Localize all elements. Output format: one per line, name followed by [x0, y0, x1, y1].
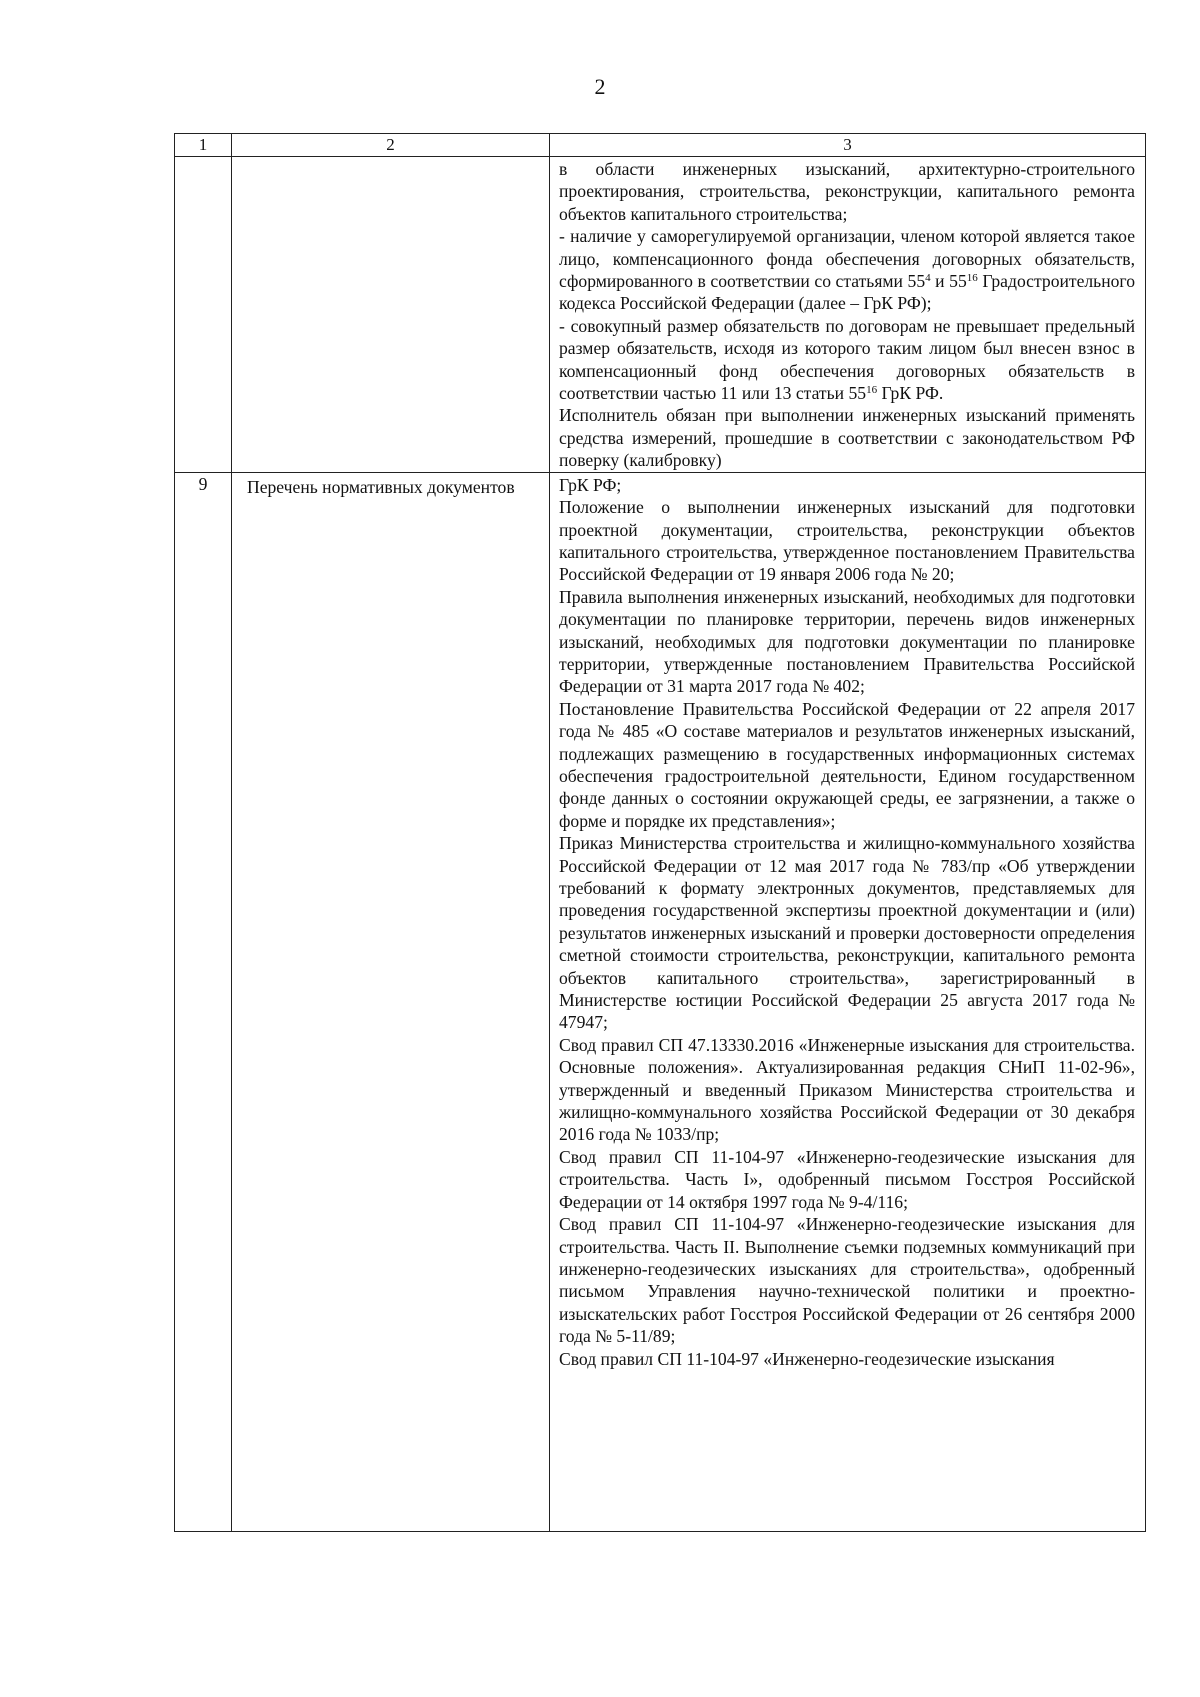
regulation-item: Свод правил СП 47.13330.2016 «Инженерные изыскания для строительства. Основные положения». Актуализированная редакция СНиП 11-02-96», утвержденный и введенный Приказом Министерства строительства и жилищно-коммунального хозяйства Российской Федерации от 30 декабря 2016 года № 1033/пр;	[559, 1034, 1135, 1145]
row-number-cell: 9	[175, 472, 232, 1531]
paragraph-text: Градостроительного кодекса Российской Федерации (далее – ГрК РФ);	[559, 271, 1135, 314]
regulation-item: Приказ Министерства строительства и жилищно-коммунального хозяйства Российской Федерации от 12 мая 2017 года № 783/пр «Об утверждении требований к формату электронных документов, представляемых для проведения государственной экспертизы проектной документации и (или) результатов инженерных изысканий и проверки достоверности определения сметной стоимости строительства, реконструкции, капитального ремонта объектов капитального строительства», зарегистрированный в Министерстве юстиции Российской Федерации 25 августа 2017 года № 47947;	[559, 833, 1135, 1033]
superscript: 16	[966, 272, 978, 285]
column-header-2: 2	[232, 134, 550, 157]
column-header-3: 3	[550, 134, 1146, 157]
paragraph-text: и 55	[930, 271, 967, 292]
regulation-item: Правила выполнения инженерных изысканий, необходимых для подготовки документации по планировке территории, перечень видов инженерных изысканий, необходимых для подготовки документации по планировке территории, утвержденные постановлением Правительства Российской Федерации от 31 марта 2017 года № 402;	[559, 586, 1135, 697]
row-content-cell	[550, 157, 1146, 473]
table-row-9	[175, 472, 1146, 1531]
regulation-item: Положение о выполнении инженерных изысканий для подготовки проектной документации, строительства, реконструкции объектов капитального строительства, утвержденное постановлением Правительства Российской Федерации от 19 января 2006 года № 20;	[559, 497, 1135, 585]
content-paragraph: в области инженерных изысканий, архитектурно-строительного проектирования, строительства, реконструкции, капитального ремонта объектов капитального строительства;	[559, 159, 1135, 224]
page-number: 2	[594, 74, 606, 99]
regulation-item: ГрК РФ;	[559, 474, 622, 495]
content-paragraph	[559, 315, 1135, 405]
table-row-continuation	[175, 157, 1146, 473]
table-header-row	[175, 134, 1146, 157]
content-paragraph: Исполнитель обязан при выполнении инженерных изысканий применять средства измерений, прошедшие в соответствии с законодательством РФ поверку (калибровку)	[559, 405, 1135, 471]
regulation-item: Свод правил СП 11-104-97 «Инженерно-геодезические изыскания	[559, 1348, 1055, 1369]
requirements-table	[174, 133, 1146, 1532]
regulation-item: Постановление Правительства Российской Федерации от 22 апреля 2017 года № 485 «О составе материалов и результатов инженерных изысканий, подлежащих размещению в государственных информационных системах обеспечения градостроительной деятельности, Едином государственном фонде данных о состоянии окружающей среды, ее загрязнении, а также о форме и порядке их представления»;	[559, 698, 1135, 831]
row-number-cell	[175, 157, 232, 473]
paragraph-text: - наличие у саморегулируемой организации, членом которой является такое лицо, компенсационного фонда обеспечения договорных обязательств, сформированного в соответствии со статьями 55	[559, 226, 1135, 292]
paragraph-text: - совокупный размер обязательств по договорам не превышает предельный размер обязательств, исходя из которого таким лицом был внесен взнос в компенсационный фонд обеспечения договорных обязательств в соответствии частью 11 или 13 статьи 55	[559, 315, 1135, 404]
row-name-cell: Перечень нормативных документов	[232, 472, 550, 1531]
superscript: 16	[866, 384, 878, 397]
superscript: 4	[925, 272, 931, 285]
regulation-item: Свод правил СП 11-104-97 «Инженерно-геодезические изыскания для строительства. Часть II. Выполнение съемки подземных коммуникаций при инженерно-геодезических изысканиях для строительства», одобренный письмом Управления научно-технической политики и проектно-изыскательских работ Госстроя Российской Федерации от 26 сентября 2000 года № 5-11/89;	[559, 1214, 1135, 1347]
content-paragraph	[559, 225, 1135, 315]
row-content-cell	[550, 472, 1146, 1531]
column-header-1: 1	[175, 134, 232, 157]
regulation-item: Свод правил СП 11-104-97 «Инженерно-геодезические изыскания для строительства. Часть I», одобренный письмом Госстроя Российской Федерации от 14 октября 1997 года № 9-4/116;	[559, 1146, 1135, 1212]
row-name-cell	[232, 157, 550, 473]
paragraph-text: ГрК РФ.	[877, 383, 944, 404]
